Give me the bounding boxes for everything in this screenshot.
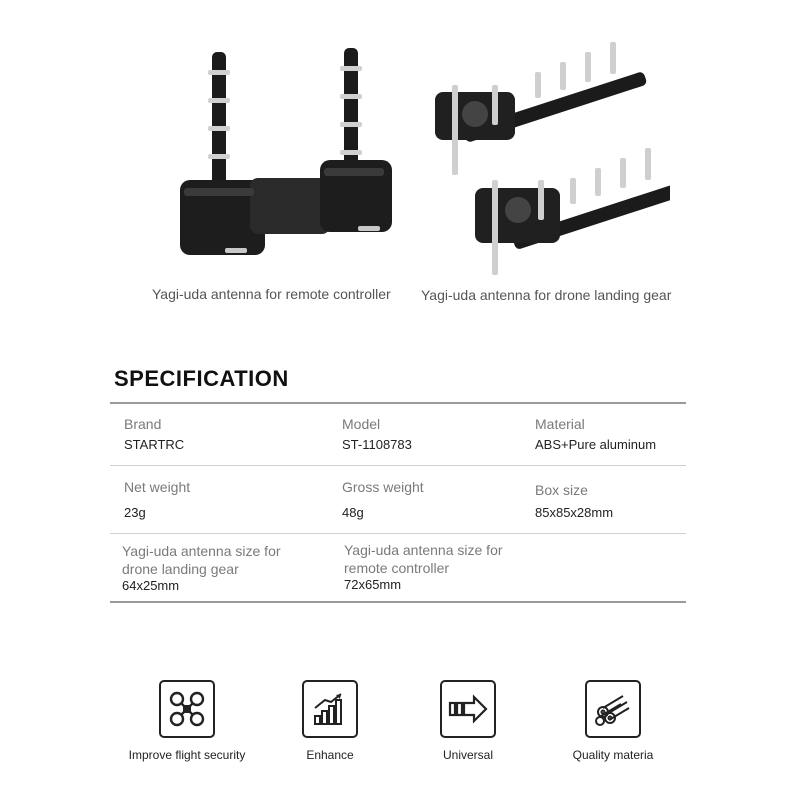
specification-title: SPECIFICATION <box>114 366 289 391</box>
signal-bars-icon <box>302 680 358 738</box>
spec-row-divider <box>110 465 686 466</box>
remote-controller-antenna-image <box>170 40 400 270</box>
spec-value: ST-1108783 <box>342 437 412 452</box>
spec-value: 64x25mm <box>122 578 180 593</box>
spec-cell-gross-weight <box>342 478 542 521</box>
feature-label: Improve flight security <box>128 748 246 762</box>
spec-label: Model <box>342 416 381 432</box>
feature-flight-security <box>127 680 247 762</box>
spec-label: Box size <box>535 482 588 498</box>
spec-cell-landing-gear-size <box>122 542 297 594</box>
spec-value: 72x65mm <box>344 577 402 592</box>
spec-label: Gross weight <box>342 479 424 495</box>
drone-icon <box>159 680 215 738</box>
landing-gear-antenna-image <box>420 30 670 280</box>
feature-label: Enhance <box>306 748 354 762</box>
feature-label: Quality materia <box>572 748 654 762</box>
spec-cell-remote-controller-size <box>344 541 519 593</box>
spec-value: 23g <box>124 505 146 520</box>
feature-enhance <box>270 680 390 762</box>
spec-value: STARTRC <box>124 437 185 452</box>
spec-cell-material <box>535 415 735 453</box>
spec-value: 48g <box>342 505 364 520</box>
spec-label: Material <box>535 416 585 432</box>
feature-quality-material <box>553 680 673 762</box>
spec-cell-brand <box>124 415 324 453</box>
spec-value: 85x85x28mm <box>535 505 614 520</box>
spec-row-divider <box>110 533 686 534</box>
spec-cell-model <box>342 415 542 453</box>
feature-label: Universal <box>442 748 493 762</box>
spec-top-divider <box>110 402 686 404</box>
feature-universal <box>408 680 528 762</box>
spec-label: Brand <box>124 416 162 432</box>
spec-label: Net weight <box>124 479 191 495</box>
material-rods-icon <box>585 680 641 738</box>
spec-label: Yagi-uda antenna size for remote controller <box>344 542 503 576</box>
remote-controller-caption: Yagi-uda antenna for remote controller <box>152 286 391 302</box>
spec-bottom-divider <box>110 601 686 603</box>
spec-cell-box-size <box>535 481 735 521</box>
spec-cell-net-weight <box>124 478 324 521</box>
spec-value: ABS+Pure aluminum <box>535 437 657 452</box>
spec-label: Yagi-uda antenna size for drone landing gear <box>122 543 281 577</box>
landing-gear-caption: Yagi-uda antenna for drone landing gear <box>421 287 672 303</box>
arrow-right-icon <box>440 680 496 738</box>
